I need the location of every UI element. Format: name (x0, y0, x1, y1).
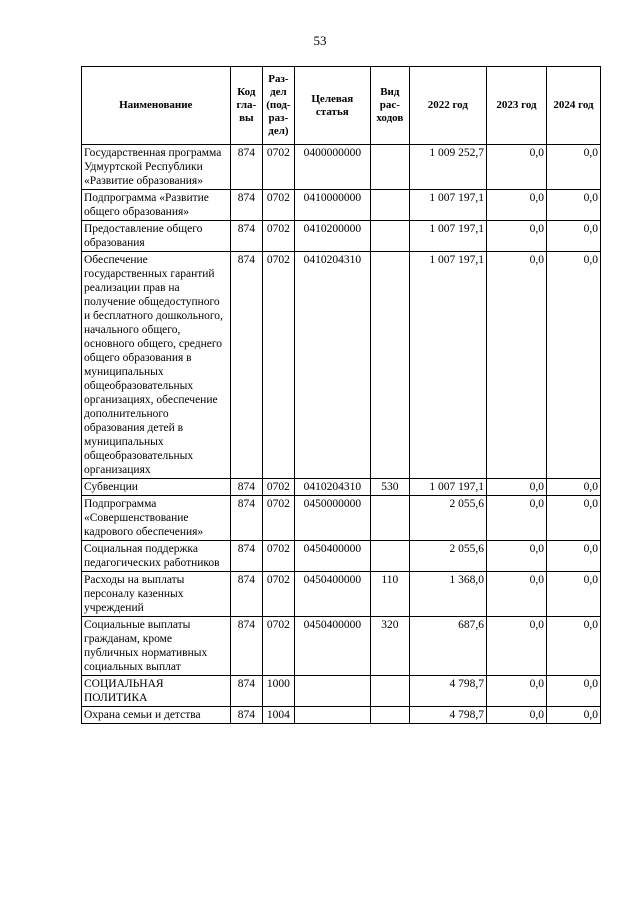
table-cell: 0,0 (486, 190, 546, 221)
table-cell: 0,0 (486, 541, 546, 572)
table-row (82, 252, 601, 479)
table-cell: Государственная программа Удмуртской Республики «Развитие образования» (82, 145, 231, 190)
table-cell: 874 (230, 572, 263, 617)
table-cell: 0,0 (486, 221, 546, 252)
table-cell: 1 009 252,7 (409, 145, 486, 190)
table-cell: 0410204310 (294, 252, 370, 479)
table-cell: 1 007 197,1 (409, 252, 486, 479)
table-row (82, 572, 601, 617)
table-cell: 0,0 (486, 145, 546, 190)
table-cell (370, 496, 409, 541)
table-cell: 0450400000 (294, 541, 370, 572)
table-cell: 0,0 (547, 572, 601, 617)
table-cell: Подпрограмма «Развитие общего образования» (82, 190, 231, 221)
table-cell: 530 (370, 479, 409, 496)
table-cell: 110 (370, 572, 409, 617)
table-cell: 0702 (263, 617, 295, 676)
table-cell: 0,0 (547, 190, 601, 221)
table-header-row (82, 67, 601, 145)
table-cell: Социальная поддержка педагогических работников (82, 541, 231, 572)
table-cell: 874 (230, 617, 263, 676)
table-cell: 874 (230, 252, 263, 479)
table-row (82, 145, 601, 190)
table-cell: 0,0 (486, 479, 546, 496)
table-cell: 0450000000 (294, 496, 370, 541)
table-cell (370, 145, 409, 190)
table-cell: 874 (230, 190, 263, 221)
table-cell: 0410204310 (294, 479, 370, 496)
table-row (82, 617, 601, 676)
table-cell: 0400000000 (294, 145, 370, 190)
table-cell: Подпрограмма «Совершенствование кадрового обеспечения» (82, 496, 231, 541)
table-cell: Обеспечение государственных гарантий реализации прав на получение общедоступного и бесплатного дошкольного, начального общего, основного общего, среднего общего образования в муниципальных общеобразовательных организациях, обеспечение дополнительного образования детей в муниципальных общеобразовательных организациях (82, 252, 231, 479)
table-cell: 0,0 (486, 676, 546, 707)
table-cell: 874 (230, 676, 263, 707)
table-cell: 0,0 (486, 707, 546, 724)
table-cell: 1 007 197,1 (409, 190, 486, 221)
table-cell (370, 541, 409, 572)
table-cell: 320 (370, 617, 409, 676)
table-cell: 4 798,7 (409, 707, 486, 724)
table-cell: Субвенции (82, 479, 231, 496)
table-cell: 1004 (263, 707, 295, 724)
table-cell: 0702 (263, 479, 295, 496)
table-cell: 0,0 (547, 252, 601, 479)
table-cell (370, 676, 409, 707)
table-cell: 874 (230, 707, 263, 724)
table-row (82, 676, 601, 707)
table-cell: Охрана семьи и детства (82, 707, 231, 724)
table-cell: 874 (230, 145, 263, 190)
table-body (82, 145, 601, 724)
budget-table (81, 66, 601, 724)
table-cell: Расходы на выплаты персоналу казенных учреждений (82, 572, 231, 617)
table-cell: 0702 (263, 221, 295, 252)
table-cell: 0450400000 (294, 617, 370, 676)
table-cell: 0,0 (547, 707, 601, 724)
table-row (82, 221, 601, 252)
header-target-item: Целевая статья (294, 67, 370, 145)
table-cell: 0,0 (547, 145, 601, 190)
table-cell: 1 007 197,1 (409, 479, 486, 496)
table-cell: 874 (230, 496, 263, 541)
table-cell: 874 (230, 541, 263, 572)
table-cell: 0702 (263, 541, 295, 572)
table-row (82, 496, 601, 541)
header-2024: 2024 год (547, 67, 601, 145)
header-chapter-code: Код гла-вы (230, 67, 263, 145)
table-cell: 0,0 (547, 479, 601, 496)
header-name: Наименование (82, 67, 231, 145)
table-cell: 0,0 (486, 617, 546, 676)
table-cell (370, 252, 409, 479)
table-cell: 0,0 (486, 572, 546, 617)
table-cell: Предоставление общего образования (82, 221, 231, 252)
table-cell: 0702 (263, 145, 295, 190)
table-cell: 0702 (263, 252, 295, 479)
table-cell: 0,0 (547, 221, 601, 252)
header-expense-type: Вид рас-ходов (370, 67, 409, 145)
table-cell: 0,0 (547, 496, 601, 541)
table-cell: 0702 (263, 572, 295, 617)
table-cell: 687,6 (409, 617, 486, 676)
table-cell (294, 707, 370, 724)
table-cell: 0702 (263, 190, 295, 221)
table-row (82, 190, 601, 221)
table-cell: 0,0 (486, 252, 546, 479)
table-cell: 874 (230, 479, 263, 496)
table-cell: 0702 (263, 496, 295, 541)
table-cell: 874 (230, 221, 263, 252)
header-2023: 2023 год (486, 67, 546, 145)
table-cell: Социальные выплаты гражданам, кроме публичных нормативных социальных выплат (82, 617, 231, 676)
table-cell (370, 221, 409, 252)
table-cell: 1 368,0 (409, 572, 486, 617)
table-cell: 0450400000 (294, 572, 370, 617)
table-row (82, 541, 601, 572)
table-cell: 0,0 (547, 676, 601, 707)
table-row (82, 479, 601, 496)
table-cell: 1000 (263, 676, 295, 707)
table-cell: 2 055,6 (409, 541, 486, 572)
table-cell: 0410000000 (294, 190, 370, 221)
header-section: Раз-дел (под-раз-дел) (263, 67, 295, 145)
table-cell: 1 007 197,1 (409, 221, 486, 252)
table-cell: 2 055,6 (409, 496, 486, 541)
table-cell: СОЦИАЛЬНАЯ ПОЛИТИКА (82, 676, 231, 707)
table-cell (370, 190, 409, 221)
table-cell: 0410200000 (294, 221, 370, 252)
table-cell: 4 798,7 (409, 676, 486, 707)
table-cell: 0,0 (486, 496, 546, 541)
table-cell (294, 676, 370, 707)
table-cell (370, 707, 409, 724)
table-cell: 0,0 (547, 617, 601, 676)
header-2022: 2022 год (409, 67, 486, 145)
table-cell: 0,0 (547, 541, 601, 572)
table-row (82, 707, 601, 724)
page-number: 53 (313, 33, 327, 48)
